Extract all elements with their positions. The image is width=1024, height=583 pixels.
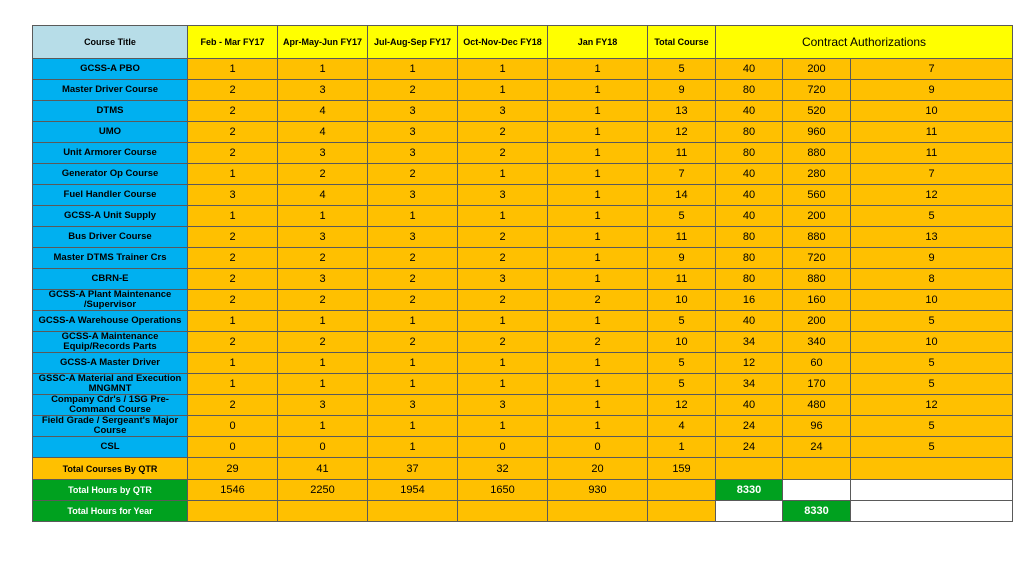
authorization-cell: 10 xyxy=(851,101,1013,122)
quarter-count-cell: 1 xyxy=(458,59,548,80)
quarter-count-cell: 1 xyxy=(548,227,648,248)
course-name-cell: Master DTMS Trainer Crs xyxy=(33,248,188,269)
total-hours-qtr-cell: 930 xyxy=(548,480,648,501)
quarter-count-cell: 3 xyxy=(458,185,548,206)
table-row xyxy=(33,311,1013,332)
table-row xyxy=(33,374,1013,395)
empty-cell xyxy=(716,458,783,480)
empty-cell xyxy=(783,458,851,480)
total-courses-cell: 41 xyxy=(278,458,368,480)
course-name-cell: Field Grade / Sergeant's Major Course xyxy=(33,416,188,437)
quarter-count-cell: 2 xyxy=(188,269,278,290)
total-course-cell: 12 xyxy=(648,122,716,143)
total-course-cell: 5 xyxy=(648,311,716,332)
quarter-count-cell: 2 xyxy=(458,248,548,269)
course-name-cell: GCSS-A Unit Supply xyxy=(33,206,188,227)
quarter-count-cell: 1 xyxy=(188,311,278,332)
quarter-count-cell: 1 xyxy=(548,395,648,416)
quarter-count-cell: 1 xyxy=(548,416,648,437)
quarter-count-cell: 3 xyxy=(368,101,458,122)
course-hours-cell: 12 xyxy=(716,353,783,374)
total-course-cell: 5 xyxy=(648,353,716,374)
quarter-count-cell: 1 xyxy=(278,353,368,374)
total-hours-cell: 720 xyxy=(783,248,851,269)
quarter-count-cell: 2 xyxy=(368,80,458,101)
empty-cell xyxy=(458,501,548,522)
course-title-header: Course Title xyxy=(33,26,188,59)
quarter-count-cell: 3 xyxy=(278,269,368,290)
quarter-count-cell: 3 xyxy=(368,143,458,164)
total-hours-cell: 480 xyxy=(783,395,851,416)
total-hours-row xyxy=(33,480,1013,501)
quarter-count-cell: 1 xyxy=(458,353,548,374)
authorization-cell: 5 xyxy=(851,353,1013,374)
empty-cell xyxy=(851,458,1013,480)
total-courses-cell: 32 xyxy=(458,458,548,480)
course-hours-cell: 34 xyxy=(716,374,783,395)
total-course-cell: 5 xyxy=(648,206,716,227)
total-course-cell: 9 xyxy=(648,248,716,269)
table-row xyxy=(33,101,1013,122)
quarter-count-cell: 2 xyxy=(368,290,458,311)
authorization-cell: 12 xyxy=(851,185,1013,206)
quarter-count-cell: 1 xyxy=(188,206,278,227)
quarter-count-cell: 1 xyxy=(368,59,458,80)
table-row xyxy=(33,416,1013,437)
total-course-cell: 11 xyxy=(648,143,716,164)
quarter-count-cell: 2 xyxy=(278,290,368,311)
total-hours-cell: 60 xyxy=(783,353,851,374)
quarter-count-cell: 1 xyxy=(548,206,648,227)
total-hours-qtr-cell: 1954 xyxy=(368,480,458,501)
quarter-count-cell: 4 xyxy=(278,185,368,206)
quarter-count-cell: 2 xyxy=(458,143,548,164)
quarter-count-cell: 1 xyxy=(188,353,278,374)
quarter-count-cell: 1 xyxy=(278,311,368,332)
quarter-count-cell: 0 xyxy=(548,437,648,458)
total-hours-cell: 24 xyxy=(783,437,851,458)
quarter-count-cell: 1 xyxy=(188,59,278,80)
total-course-cell: 5 xyxy=(648,374,716,395)
authorization-cell: 5 xyxy=(851,374,1013,395)
course-hours-cell: 40 xyxy=(716,206,783,227)
total-hours-cell: 160 xyxy=(783,290,851,311)
total-hours-cell: 96 xyxy=(783,416,851,437)
total-hours-cell: 200 xyxy=(783,206,851,227)
total-courses-cell: 37 xyxy=(368,458,458,480)
quarter-count-cell: 2 xyxy=(188,122,278,143)
quarter-count-cell: 1 xyxy=(548,80,648,101)
course-name-cell: GCSS-A Plant Maintenance /Supervisor xyxy=(33,290,188,311)
quarter-count-cell: 0 xyxy=(278,437,368,458)
authorization-cell: 8 xyxy=(851,269,1013,290)
quarter-count-cell: 2 xyxy=(458,332,548,353)
quarter-header: Jul-Aug-Sep FY17 xyxy=(368,26,458,59)
quarter-count-cell: 2 xyxy=(548,290,648,311)
total-hours-sum: 8330 xyxy=(716,480,783,501)
total-hours-qtr-cell: 2250 xyxy=(278,480,368,501)
total-hours-cell: 720 xyxy=(783,80,851,101)
quarter-count-cell: 2 xyxy=(458,227,548,248)
quarter-count-cell: 3 xyxy=(368,185,458,206)
table-row xyxy=(33,59,1013,80)
table-row xyxy=(33,269,1013,290)
quarter-count-cell: 3 xyxy=(278,143,368,164)
total-hours-cell: 280 xyxy=(783,164,851,185)
quarter-count-cell: 2 xyxy=(188,227,278,248)
quarter-count-cell: 3 xyxy=(278,227,368,248)
total-hours-qtr-cell: 1546 xyxy=(188,480,278,501)
quarter-count-cell: 2 xyxy=(368,248,458,269)
course-name-cell: Company Cdr's / 1SG Pre-Command Course xyxy=(33,395,188,416)
quarter-count-cell: 1 xyxy=(278,206,368,227)
total-courses-sum: 159 xyxy=(648,458,716,480)
quarter-count-cell: 2 xyxy=(188,80,278,101)
course-name-cell: Generator Op Course xyxy=(33,164,188,185)
quarter-count-cell: 1 xyxy=(548,185,648,206)
contract-authorizations-header: Contract Authorizations xyxy=(716,26,1013,59)
total-hours-cell: 880 xyxy=(783,227,851,248)
course-name-cell: DTMS xyxy=(33,101,188,122)
course-hours-cell: 40 xyxy=(716,311,783,332)
table-row xyxy=(33,437,1013,458)
total-course-cell: 9 xyxy=(648,80,716,101)
total-hours-cell: 200 xyxy=(783,311,851,332)
quarter-count-cell: 3 xyxy=(368,122,458,143)
course-name-cell: GCSS-A Maintenance Equip/Records Parts xyxy=(33,332,188,353)
total-course-cell: 4 xyxy=(648,416,716,437)
authorization-cell: 5 xyxy=(851,206,1013,227)
total-courses-cell: 29 xyxy=(188,458,278,480)
quarter-count-cell: 1 xyxy=(548,353,648,374)
quarter-count-cell: 2 xyxy=(548,332,648,353)
total-course-cell: 14 xyxy=(648,185,716,206)
quarter-count-cell: 2 xyxy=(278,164,368,185)
quarter-count-cell: 1 xyxy=(278,416,368,437)
total-course-header: Total Course xyxy=(648,26,716,59)
empty-cell xyxy=(548,501,648,522)
quarter-count-cell: 1 xyxy=(548,122,648,143)
quarter-count-cell: 1 xyxy=(188,164,278,185)
course-hours-cell: 40 xyxy=(716,185,783,206)
course-schedule-table xyxy=(32,25,1013,522)
total-hours-cell: 560 xyxy=(783,185,851,206)
total-hours-cell: 340 xyxy=(783,332,851,353)
table-row xyxy=(33,353,1013,374)
total-course-cell: 11 xyxy=(648,227,716,248)
total-courses-row xyxy=(33,458,1013,480)
empty-cell xyxy=(188,501,278,522)
quarter-count-cell: 1 xyxy=(458,80,548,101)
quarter-count-cell: 0 xyxy=(188,416,278,437)
authorization-cell: 10 xyxy=(851,332,1013,353)
course-hours-cell: 34 xyxy=(716,332,783,353)
authorization-cell: 5 xyxy=(851,437,1013,458)
authorization-cell: 11 xyxy=(851,143,1013,164)
course-name-cell: CSL xyxy=(33,437,188,458)
quarter-count-cell: 1 xyxy=(368,311,458,332)
quarter-count-cell: 3 xyxy=(458,101,548,122)
quarter-count-cell: 1 xyxy=(458,164,548,185)
total-course-cell: 5 xyxy=(648,59,716,80)
table-row xyxy=(33,248,1013,269)
course-name-cell: GSSC-A Material and Execution MNGMNT xyxy=(33,374,188,395)
total-course-cell: 1 xyxy=(648,437,716,458)
authorization-cell: 9 xyxy=(851,248,1013,269)
table-row xyxy=(33,332,1013,353)
course-hours-cell: 80 xyxy=(716,269,783,290)
course-hours-cell: 80 xyxy=(716,227,783,248)
course-name-cell: Bus Driver Course xyxy=(33,227,188,248)
empty-cell xyxy=(648,480,716,501)
total-hours-cell: 200 xyxy=(783,59,851,80)
quarter-count-cell: 0 xyxy=(188,437,278,458)
total-course-cell: 12 xyxy=(648,395,716,416)
total-hours-cell: 880 xyxy=(783,143,851,164)
course-hours-cell: 80 xyxy=(716,143,783,164)
quarter-count-cell: 4 xyxy=(278,122,368,143)
quarter-count-cell: 1 xyxy=(548,101,648,122)
course-hours-cell: 80 xyxy=(716,248,783,269)
quarter-count-cell: 1 xyxy=(548,59,648,80)
table-row xyxy=(33,80,1013,101)
quarter-count-cell: 2 xyxy=(188,101,278,122)
quarter-count-cell: 1 xyxy=(458,416,548,437)
table-row xyxy=(33,143,1013,164)
quarter-count-cell: 2 xyxy=(458,122,548,143)
table-row xyxy=(33,290,1013,311)
course-hours-cell: 24 xyxy=(716,437,783,458)
authorization-cell: 5 xyxy=(851,311,1013,332)
quarter-count-cell: 2 xyxy=(368,164,458,185)
quarter-count-cell: 3 xyxy=(278,395,368,416)
table-row xyxy=(33,395,1013,416)
authorization-cell: 7 xyxy=(851,164,1013,185)
quarter-count-cell: 2 xyxy=(188,143,278,164)
table-row xyxy=(33,227,1013,248)
total-course-cell: 13 xyxy=(648,101,716,122)
total-courses-cell: 20 xyxy=(548,458,648,480)
quarter-count-cell: 1 xyxy=(548,248,648,269)
empty-cell xyxy=(851,501,1013,522)
quarter-count-cell: 1 xyxy=(368,374,458,395)
total-hours-cell: 960 xyxy=(783,122,851,143)
quarter-count-cell: 3 xyxy=(458,269,548,290)
total-hours-label: Total Hours by QTR xyxy=(33,480,188,501)
quarter-header: Jan FY18 xyxy=(548,26,648,59)
total-course-cell: 10 xyxy=(648,290,716,311)
course-hours-cell: 80 xyxy=(716,122,783,143)
quarter-count-cell: 1 xyxy=(368,416,458,437)
course-hours-cell: 40 xyxy=(716,164,783,185)
total-hours-qtr-cell: 1650 xyxy=(458,480,548,501)
quarter-count-cell: 2 xyxy=(458,290,548,311)
quarter-count-cell: 1 xyxy=(458,311,548,332)
quarter-count-cell: 2 xyxy=(368,269,458,290)
course-hours-cell: 24 xyxy=(716,416,783,437)
quarter-header: Feb - Mar FY17 xyxy=(188,26,278,59)
quarter-count-cell: 1 xyxy=(548,311,648,332)
course-hours-cell: 16 xyxy=(716,290,783,311)
course-hours-cell: 80 xyxy=(716,80,783,101)
quarter-count-cell: 1 xyxy=(368,206,458,227)
total-hours-cell: 880 xyxy=(783,269,851,290)
total-year-label: Total Hours for Year xyxy=(33,501,188,522)
quarter-count-cell: 2 xyxy=(278,332,368,353)
quarter-count-cell: 3 xyxy=(458,395,548,416)
quarter-count-cell: 1 xyxy=(368,353,458,374)
quarter-count-cell: 1 xyxy=(278,59,368,80)
quarter-header: Oct-Nov-Dec FY18 xyxy=(458,26,548,59)
quarter-count-cell: 4 xyxy=(278,101,368,122)
table-row xyxy=(33,122,1013,143)
empty-cell xyxy=(851,480,1013,501)
total-courses-label: Total Courses By QTR xyxy=(33,458,188,480)
course-name-cell: GCSS-A Master Driver xyxy=(33,353,188,374)
quarter-count-cell: 1 xyxy=(548,164,648,185)
total-year-row xyxy=(33,501,1013,522)
authorization-cell: 12 xyxy=(851,395,1013,416)
empty-cell xyxy=(783,480,851,501)
quarter-count-cell: 3 xyxy=(368,227,458,248)
quarter-count-cell: 2 xyxy=(368,332,458,353)
authorization-cell: 10 xyxy=(851,290,1013,311)
empty-cell xyxy=(278,501,368,522)
quarter-count-cell: 1 xyxy=(188,374,278,395)
total-hours-cell: 170 xyxy=(783,374,851,395)
authorization-cell: 9 xyxy=(851,80,1013,101)
total-course-cell: 7 xyxy=(648,164,716,185)
quarter-count-cell: 2 xyxy=(278,248,368,269)
quarter-count-cell: 2 xyxy=(188,332,278,353)
course-name-cell: Master Driver Course xyxy=(33,80,188,101)
quarter-count-cell: 1 xyxy=(458,374,548,395)
quarter-count-cell: 1 xyxy=(458,206,548,227)
quarter-count-cell: 3 xyxy=(278,80,368,101)
table-row xyxy=(33,206,1013,227)
course-name-cell: UMO xyxy=(33,122,188,143)
quarter-header: Apr-May-Jun FY17 xyxy=(278,26,368,59)
course-name-cell: GCSS-A PBO xyxy=(33,59,188,80)
authorization-cell: 5 xyxy=(851,416,1013,437)
course-name-cell: GCSS-A Warehouse Operations xyxy=(33,311,188,332)
course-name-cell: Fuel Handler Course xyxy=(33,185,188,206)
quarter-count-cell: 3 xyxy=(188,185,278,206)
table-row xyxy=(33,185,1013,206)
empty-cell xyxy=(716,501,783,522)
course-hours-cell: 40 xyxy=(716,101,783,122)
empty-cell xyxy=(368,501,458,522)
authorization-cell: 13 xyxy=(851,227,1013,248)
quarter-count-cell: 1 xyxy=(548,374,648,395)
total-course-cell: 10 xyxy=(648,332,716,353)
quarter-count-cell: 1 xyxy=(278,374,368,395)
course-hours-cell: 40 xyxy=(716,395,783,416)
table-row xyxy=(33,164,1013,185)
quarter-count-cell: 2 xyxy=(188,248,278,269)
quarter-count-cell: 2 xyxy=(188,290,278,311)
course-name-cell: CBRN-E xyxy=(33,269,188,290)
quarter-count-cell: 0 xyxy=(458,437,548,458)
total-hours-cell: 520 xyxy=(783,101,851,122)
course-hours-cell: 40 xyxy=(716,59,783,80)
quarter-count-cell: 1 xyxy=(368,437,458,458)
authorization-cell: 11 xyxy=(851,122,1013,143)
total-course-cell: 11 xyxy=(648,269,716,290)
total-year-sum: 8330 xyxy=(783,501,851,522)
course-name-cell: Unit Armorer Course xyxy=(33,143,188,164)
quarter-count-cell: 2 xyxy=(188,395,278,416)
header-row xyxy=(33,26,1013,59)
quarter-count-cell: 1 xyxy=(548,269,648,290)
empty-cell xyxy=(648,501,716,522)
quarter-count-cell: 1 xyxy=(548,143,648,164)
quarter-count-cell: 3 xyxy=(368,395,458,416)
authorization-cell: 7 xyxy=(851,59,1013,80)
